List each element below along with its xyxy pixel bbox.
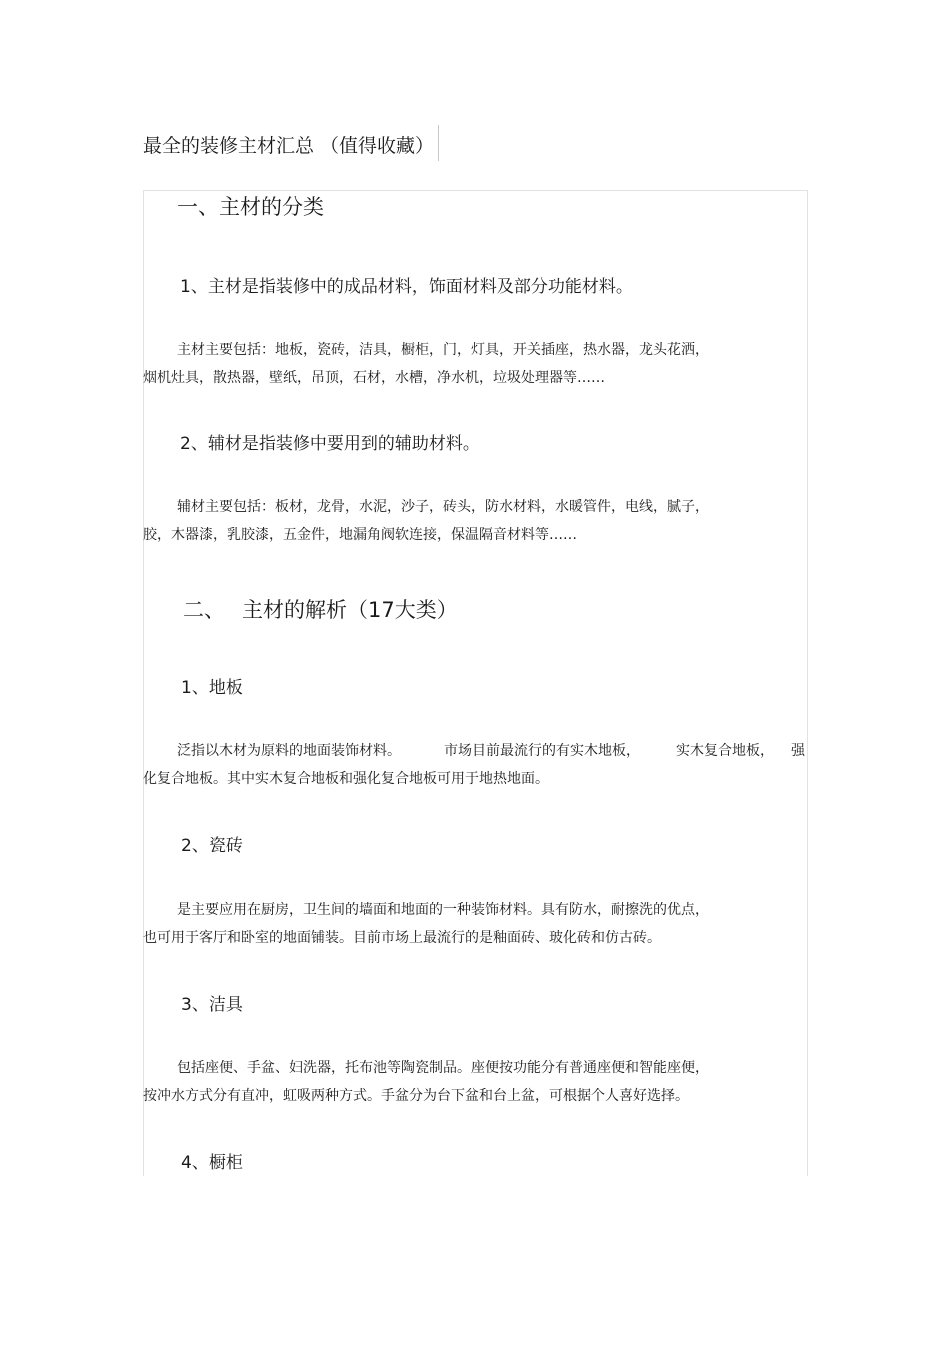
document-title: 最全的装修主材汇总 （值得收藏） (143, 135, 435, 157)
item-heading-tile: 2、瓷砖 (181, 836, 243, 856)
floor-text-line2: 化复合地板。其中实木复合地板和强化复合地板可用于地热地面。 (143, 771, 549, 787)
floor-text-line1-c: 实木复合地板， (676, 743, 774, 759)
section1-item1-heading: 1、主材是指装修中的成品材料，饰面材料及部分功能材料。 (180, 277, 633, 297)
item-heading-cabinet: 4、橱柜 (181, 1153, 243, 1173)
floor-text-line1-a: 泛指以木材为原料的地面装饰材料。 (177, 743, 401, 759)
item-heading-floor: 1、地板 (181, 678, 243, 698)
section1-item2-text-line1: 辅材主要包括：板材，龙骨，水泥，沙子，砖头，防水材料，水暖管件，电线，腻子， (177, 499, 709, 515)
sanitary-text-line2: 按冲水方式分有直冲，虹吸两种方式。手盆分为台下盆和台上盆，可根据个人喜好选择。 (143, 1088, 689, 1104)
section2-heading-number: 二、 (183, 598, 225, 622)
section1-item2-heading: 2、辅材是指装修中要用到的辅助材料。 (180, 434, 480, 454)
section1-item1-text-line1: 主材主要包括：地板，瓷砖，洁具，橱柜，门，灯具，开关插座，热水器，龙头花洒， (177, 342, 709, 358)
section1-item1-text-line2: 烟机灶具，散热器，壁纸，吊顶，石材，水槽，净水机，垃圾处理器等…… (143, 370, 605, 386)
floor-text-line1-b: 市场目前最流行的有实木地板， (444, 743, 640, 759)
floor-text-line1-d: 强 (791, 743, 805, 759)
title-divider (438, 125, 439, 161)
sanitary-text-line1: 包括座便、手盆、妇洗器，托布池等陶瓷制品。座便按功能分有普通座便和智能座便， (177, 1060, 709, 1076)
item-heading-sanitary: 3、洁具 (181, 995, 243, 1015)
section1-heading: 一、主材的分类 (177, 195, 324, 219)
section2-heading: 主材的解析（17大类） (242, 598, 458, 622)
section1-item2-text-line2: 胶，木器漆，乳胶漆，五金件，地漏角阀软连接，保温隔音材料等…… (143, 527, 577, 543)
tile-text-line1: 是主要应用在厨房，卫生间的墙面和地面的一种装饰材料。具有防水，耐擦洗的优点， (177, 902, 709, 918)
tile-text-line2: 也可用于客厅和卧室的地面铺装。目前市场上最流行的是釉面砖、玻化砖和仿古砖。 (143, 930, 661, 946)
